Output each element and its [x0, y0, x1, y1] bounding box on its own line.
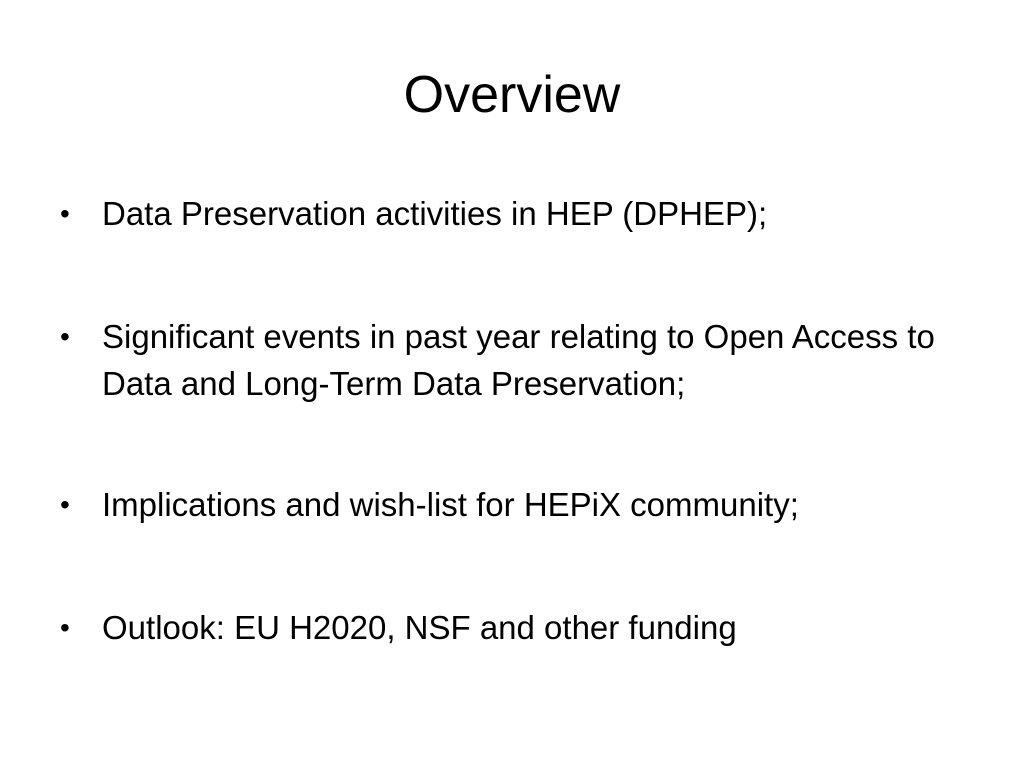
bullet-text: Data Preservation activities in HEP (DPHEP); [102, 195, 768, 232]
bullet-text: Implications and wish-list for HEPiX community; [102, 486, 799, 523]
bullet-dot-icon: • [60, 321, 70, 352]
bullet-text: Significant events in past year relating to Open Access to Data and Long-Term Data Preservation; [102, 318, 935, 402]
bullet-list [56, 190, 956, 727]
bullet-dot-icon: • [60, 489, 70, 520]
bullet-dot-icon: • [60, 198, 70, 229]
bullet-item-implications [56, 481, 956, 528]
bullet-item-dphep [56, 190, 956, 237]
slide-title: Overview [403, 66, 621, 124]
bullet-item-significant-events [56, 313, 956, 407]
bullet-item-outlook [56, 604, 956, 651]
bullet-text: Outlook: EU H2020, NSF and other funding [102, 609, 737, 646]
bullet-dot-icon: • [60, 612, 70, 643]
